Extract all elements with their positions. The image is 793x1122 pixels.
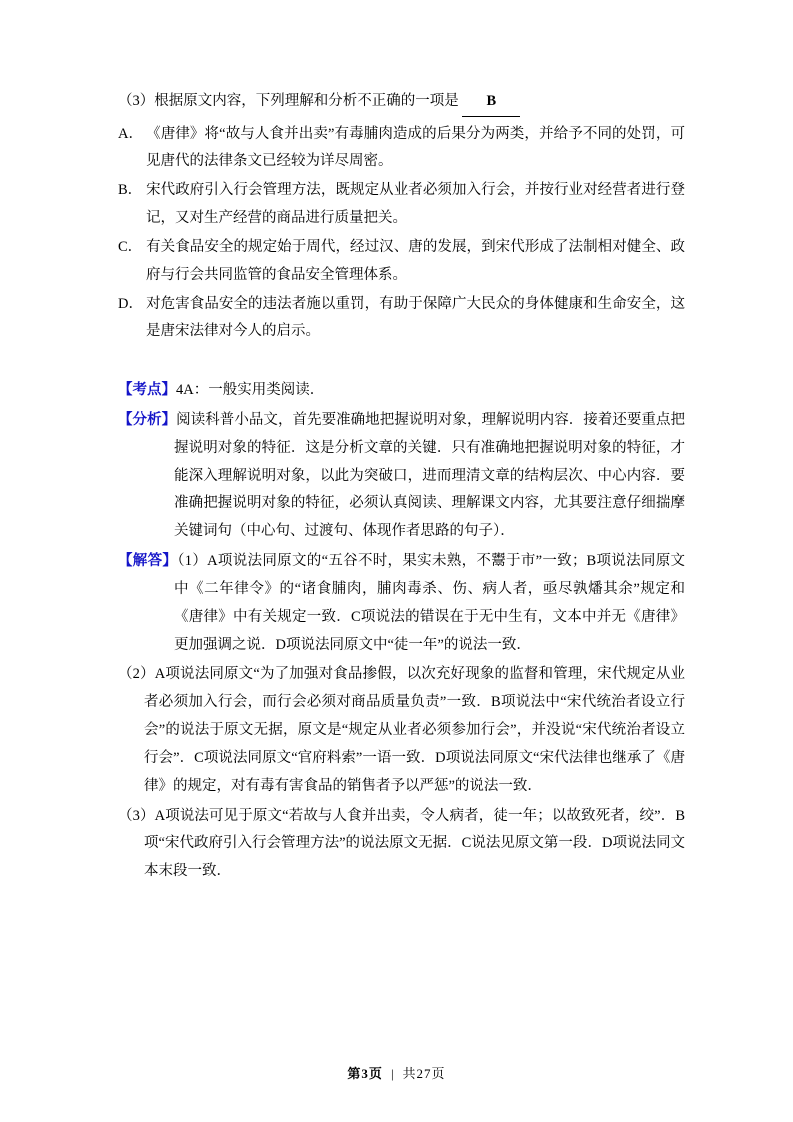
footer-total-pages: 共27页 [402,1066,446,1081]
option-a-text: 《唐律》将“故与人食并出卖”有毒脯肉造成的后果分为两类，并给予不同的处罚，可见唐代的法律条文已经较为详尽周密。 [146,125,685,170]
sub-answer-3: （3）A项说法可见于原文“若故与人食并出卖，令人病者，徒一年；以故致死者，绞”．B项“宋代政府引入行会管理方法”的说法原文无据．C说法见原文第一段．D项说法同文本末段一致． [118,807,685,880]
option-b-label: B． [118,182,143,199]
section-kaodian-tag: 【考点】 [118,382,176,399]
option-d-label: D． [118,295,143,312]
section-kaodian-text: 4A：一般实用类阅读． [176,382,325,399]
spacer [118,347,685,377]
option-a-label: A． [118,125,143,142]
option-c-text: 有关食品安全的规定始于周代，经过汉、唐的发展，到宋代形成了法制相对健全、政府与行会共同监管的食品安全管理体系。 [146,238,685,283]
section-jieda [118,548,685,659]
section-kaodian [118,377,685,405]
page-footer [0,1063,793,1082]
section-jieda-text: （1）A项说法同原文的“五谷不时，果实未熟，不鬻于市”一致；B项说法同原文中《二年律令》的“诸食脯肉，脯肉毒杀、伤、病人者，亟尽孰燔其余”规定和《唐律》中有关规定一致．C项说法的错误在于无中生有，文本中并无《唐律》更加强调之说．D项说法同原文中“徒一年”的说法一致． [174,553,686,653]
answer-blank: B [462,88,520,117]
footer-separator: | [390,1066,395,1081]
section-fenxi [118,407,685,546]
option-c [118,234,685,290]
option-a [118,121,685,177]
footer-page-number: 第3页 [347,1066,383,1081]
section-fenxi-text: 阅读科普小品文，首先要准确地把握说明对象，理解说明内容．接着还要重点把握说明对象的特征．这是分析文章的关键．只有准确地把握说明对象的特征，才能深入理解说明对象，以此为突破口，进而理清文章的结构层次、中心内容．要准确把握说明对象的特征，必须认真阅读、理解课文内容，尤其要注意仔细揣摩关键词句（中心句、过渡句、体现作者思路的句子）． [174,412,686,540]
section-fenxi-tag: 【分析】 [118,412,177,428]
question-stem-text: （3）根据原文内容，下列理解和分析不正确的一项是 [118,93,459,109]
sub-answer-2: （2）A项说法同原文“为了加强对食品掺假，以次充好现象的监督和管理，宋代规定从业者必须加入行会，而行会必须对商品质量负责”一致．B项说法中“宋代统治者设立行会”的说法于原文无据，原文是“规定从业者必须参加行会”，并没说“宋代统治者设立行会”．C项说法同原文“官府料索”一语一致．D项说法同原文“宋代法律也继承了《唐律》的规定，对有毒有害食品的销售者予以严惩”的说法一致． [118,666,685,794]
option-c-label: C． [118,238,143,255]
option-d [118,291,685,347]
question-stem [118,88,685,117]
option-d-text: 对危害食品安全的违法者施以重罚，有助于保障广大民众的身体健康和生命安全，这是唐宋法律对今人的启示。 [146,295,685,340]
option-b [118,177,685,233]
option-b-text: 宋代政府引入行会管理方法，既规定从业者必须加入行会，并按行业对经营者进行登记，又对生产经营的商品进行质量把关。 [146,182,685,227]
section-jieda-tag: 【解答】 [118,553,178,570]
